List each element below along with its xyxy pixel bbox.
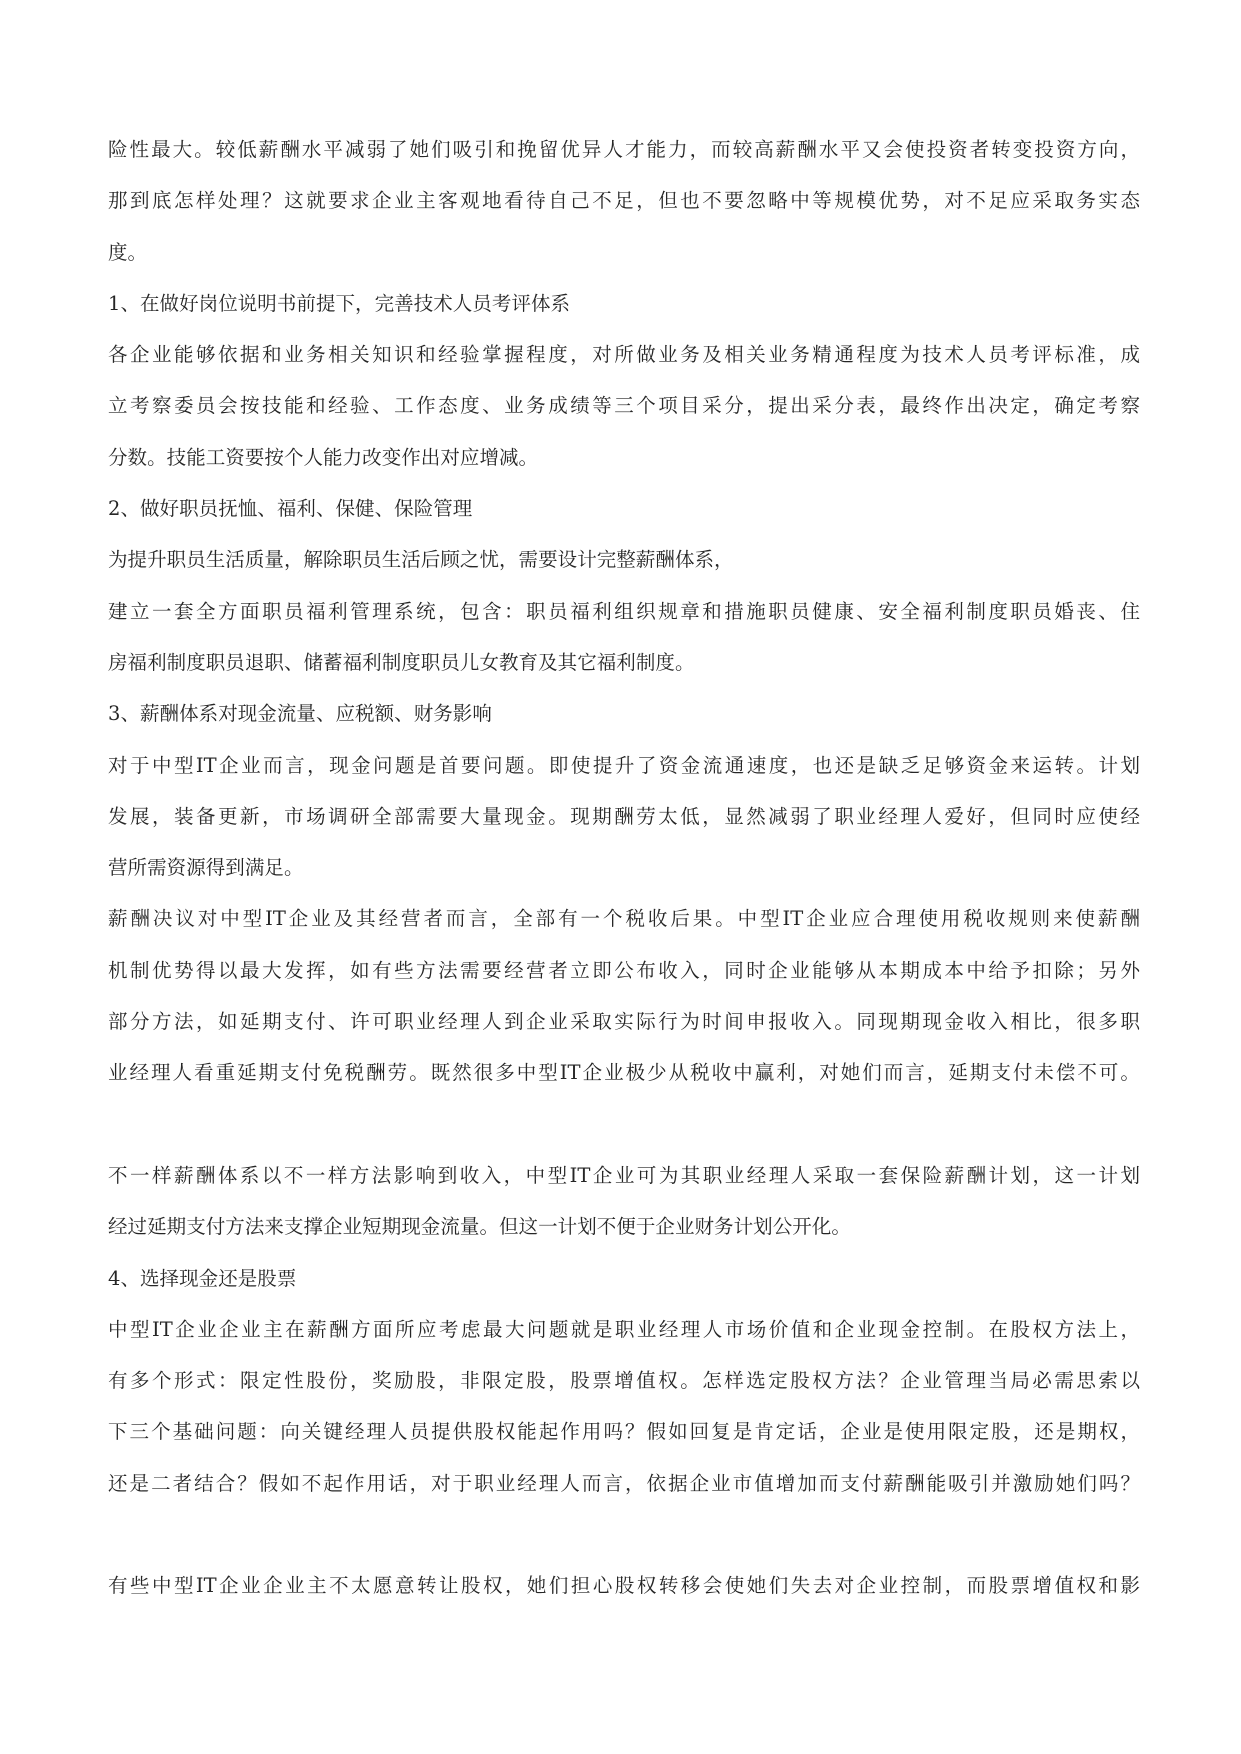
text-line-29: 有些中型IT企业企业主不太愿意转让股权，她们担心股权转移会使她们失去对企业控制，而股票增值权和影 [108,1574,1140,1598]
text-line-10: 建立一套全方面职员福利管理系统，包含：职员福利组织规章和措施职员健康、安全福利制度职员婚丧、住 [108,599,1140,623]
text-line-6: 立考察委员会按技能和经验、工作态度、业务成绩等三个项目采分，提出采分表，最终作出决定，确定考察 [108,394,1140,418]
document-page [108,124,1140,1612]
text-line-26: 下三个基础问题：向关键经理人员提供股权能起作用吗？假如回复是肯定话，企业是使用限定股，还是期权， [108,1420,1140,1444]
text-line-25: 有多个形式：限定性股份，奖励股，非限定股，股票增值权。怎样选定股权方法？企业管理当局必需思索以 [108,1369,1140,1393]
section-heading-3: 3、薪酬体系对现金流量、应税额、财务影响 [108,702,492,726]
text-line-3: 度。 [108,240,148,264]
text-line-9: 为提升职员生活质量，解除职员生活后顾之忧，需要设计完整薪酬体系， [108,548,734,572]
paragraph-gap [108,1509,1140,1560]
text-line-19: 业经理人看重延期支付免税酬劳。既然很多中型IT企业极少从税收中赢利，对她们而言，延期支付未偿不可。 [108,1061,1140,1085]
text-line-24: 中型IT企业企业主在薪酬方面所应考虑最大问题就是职业经理人市场价值和企业现金控制。在股权方法上， [108,1317,1140,1341]
section-heading-2: 2、做好职员抚恤、福利、保健、保险管理 [108,497,473,521]
text-line-14: 发展，装备更新，市场调研全部需要大量现金。现期酬劳太低，显然减弱了职业经理人爱好，但同时应使经 [108,804,1140,828]
section-heading-4: 4、选择现金还是股票 [108,1266,297,1290]
text-line-11: 房福利制度职员退职、储蓄福利制度职员儿女教育及其它福利制度。 [108,650,695,674]
text-line-1: 险性最大。较低薪酬水平减弱了她们吸引和挽留优异人才能力，而较高薪酬水平又会使投资者转变投资方向， [108,138,1140,161]
paragraph-gap [108,1099,1140,1150]
text-line-13: 对于中型IT企业而言，现金问题是首要问题。即使提升了资金流通速度，也还是缺乏足够资金来运转。计划 [108,753,1140,777]
text-line-22: 经过延期支付方法来支撑企业短期现金流量。但这一计划不便于企业财务计划公开化。 [108,1215,851,1239]
text-line-27: 还是二者结合？假如不起作用话，对于职业经理人而言，依据企业市值增加而支付薪酬能吸引并激励她们吗？ [108,1471,1140,1495]
text-line-5: 各企业能够依据和业务相关知识和经验掌握程度，对所做业务及相关业务精通程度为技术人员考评标准，成 [108,343,1140,367]
section-heading-1: 1、在做好岗位说明书前提下，完善技术人员考评体系 [108,291,571,315]
text-line-17: 机制优势得以最大发挥，如有些方法需要经营者立即公布收入，同时企业能够从本期成本中给予扣除；另外 [108,958,1140,982]
text-line-2: 那到底怎样处理？这就要求企业主客观地看待自己不足，但也不要忽略中等规模优势，对不足应采取务实态 [108,189,1140,213]
text-line-18: 部分方法，如延期支付、许可职业经理人到企业采取实际行为时间申报收入。同现期现金收入相比，很多职 [108,1010,1140,1034]
text-line-15: 营所需资源得到满足。 [108,856,304,880]
text-line-7: 分数。技能工资要按个人能力改变作出对应增减。 [108,445,539,469]
text-line-21: 不一样薪酬体系以不一样方法影响到收入，中型IT企业可为其职业经理人采取一套保险薪酬计划，这一计划 [108,1163,1140,1187]
text-line-16: 薪酬决议对中型IT企业及其经营者而言，全部有一个税收后果。中型IT企业应合理使用税收规则来使薪酬 [108,907,1140,931]
